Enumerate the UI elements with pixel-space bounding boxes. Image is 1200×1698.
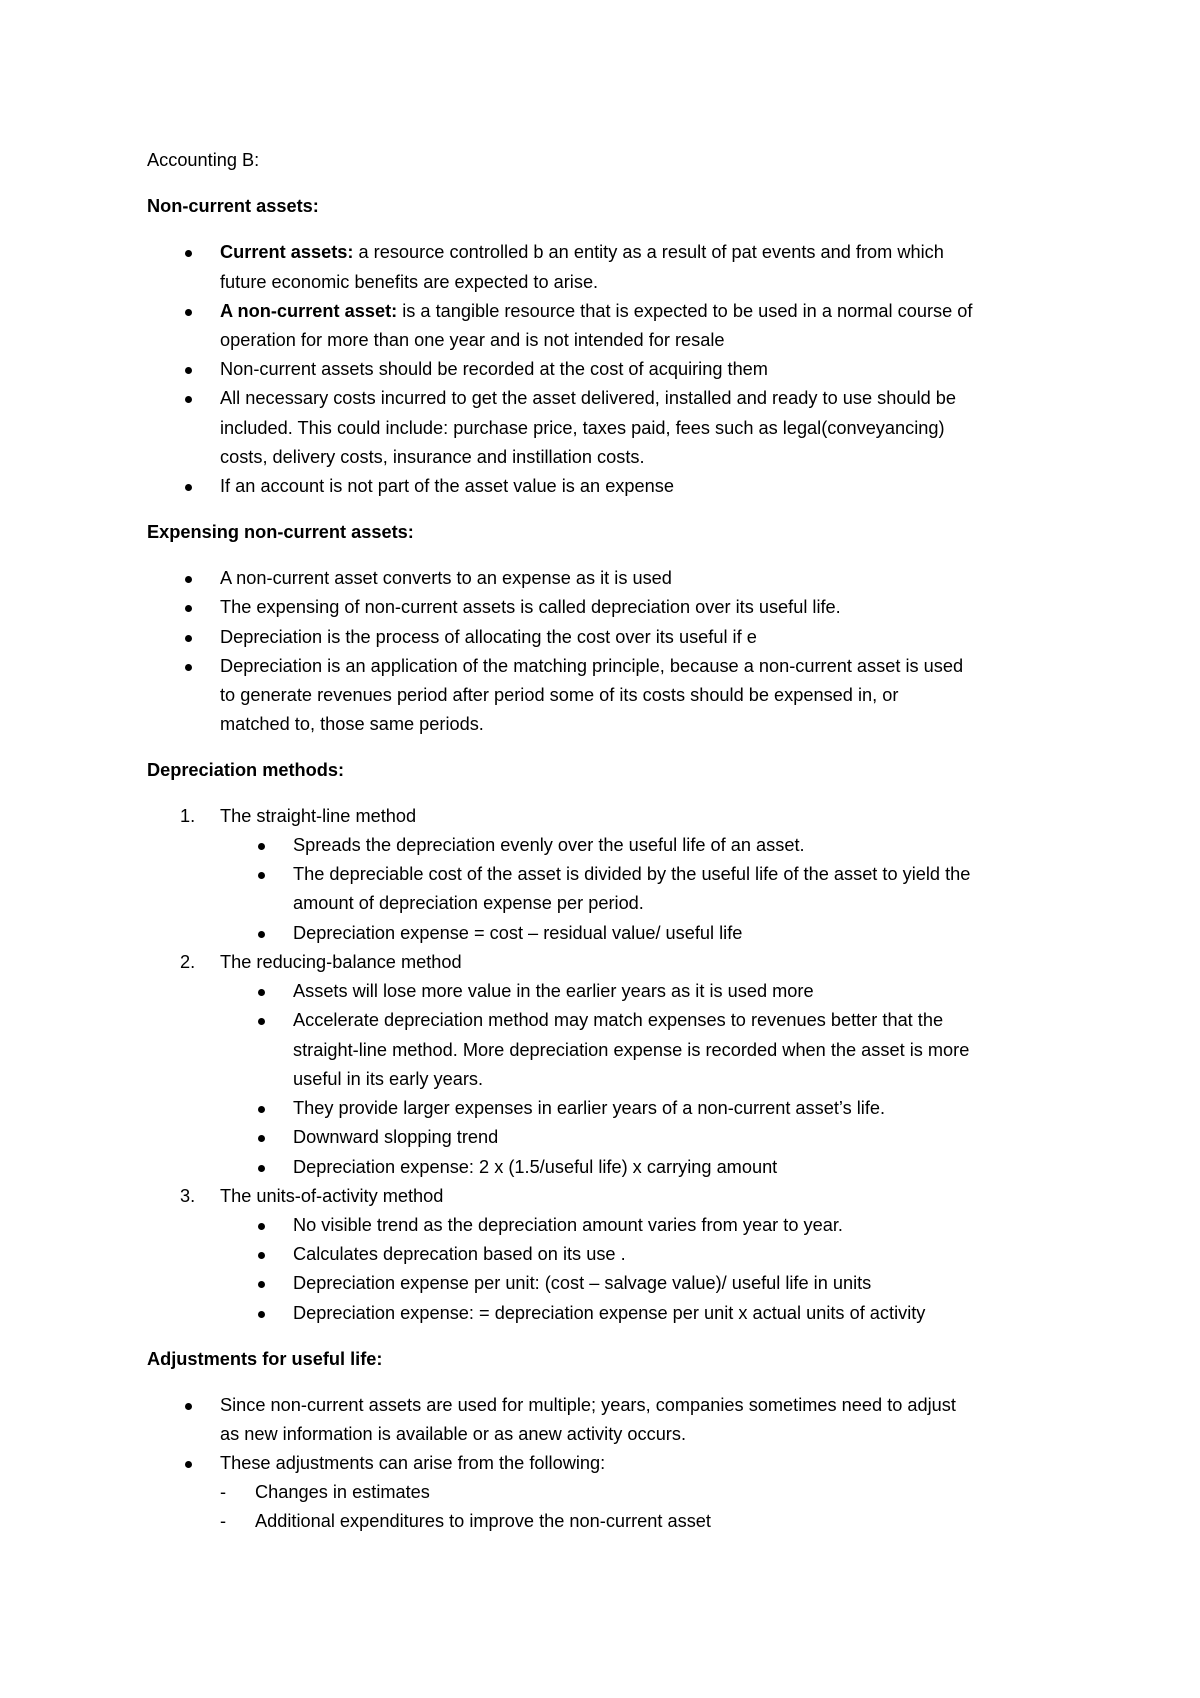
list-item: Depreciation expense per unit: (cost – salvage value)/ useful life in units: [293, 1273, 872, 1293]
list-item-continuation: costs, delivery costs, insurance and instillation costs.: [220, 447, 645, 467]
bullet-icon: [185, 576, 192, 583]
list-item: Depreciation expense = cost – residual value/ useful life: [293, 923, 743, 943]
list-item: A non-current asset converts to an expense as it is used: [220, 568, 672, 588]
method-number: 2.: [180, 952, 196, 972]
list-item: They provide larger expenses in earlier years of a non-current asset’s life.: [293, 1098, 886, 1118]
bullet-icon: [258, 1281, 265, 1288]
list-item-continuation: straight-line method. More depreciation expense is recorded when the asset is more: [293, 1040, 970, 1060]
list-item: Accelerate depreciation method may match expenses to revenues better that the: [293, 1010, 944, 1030]
bullet-icon: [185, 664, 192, 671]
dash-icon: -: [220, 1511, 227, 1531]
method-number: 1.: [180, 806, 196, 826]
list-item: Depreciation is the process of allocating the cost over its useful if e: [220, 627, 757, 647]
bullet-icon: [258, 989, 265, 996]
bullet-icon: [258, 931, 265, 938]
bullet-icon: [258, 1165, 265, 1172]
list-item: Calculates deprecation based on its use .: [293, 1244, 626, 1264]
list-item: Since non-current assets are used for multiple; years, companies sometimes need to adjust: [220, 1395, 956, 1415]
list-item: Downward slopping trend: [293, 1127, 499, 1147]
section-heading-non-current-assets: Non-current assets:: [147, 196, 319, 216]
list-item: A non-current asset: is a tangible resource that is expected to be used in a normal course of: [220, 301, 973, 321]
bullet-icon: [258, 1135, 265, 1142]
bullet-icon: [185, 309, 192, 316]
bullet-icon: [258, 1018, 265, 1025]
method-title: The reducing-balance method: [220, 952, 462, 972]
bullet-icon: [185, 1403, 192, 1410]
list-item-continuation: included. This could include: purchase price, taxes paid, fees such as legal(conveyancing): [220, 418, 945, 438]
list-item: Depreciation is an application of the matching principle, because a non-current asset is used: [220, 656, 964, 676]
bullet-icon: [258, 1223, 265, 1230]
list-item: No visible trend as the depreciation amount varies from year to year.: [293, 1215, 843, 1235]
list-item-continuation: operation for more than one year and is not intended for resale: [220, 330, 725, 350]
bullet-icon: [258, 872, 265, 879]
method-title: The straight-line method: [220, 806, 417, 826]
dash-icon: -: [220, 1482, 227, 1502]
section-heading-adjustments: Adjustments for useful life:: [147, 1349, 383, 1369]
bullet-icon: [258, 1252, 265, 1259]
list-item-continuation: future economic benefits are expected to arise.: [220, 272, 599, 292]
list-item-continuation: matched to, those same periods.: [220, 714, 484, 734]
bullet-icon: [258, 843, 265, 850]
list-item: Spreads the depreciation evenly over the useful life of an asset.: [293, 835, 805, 855]
list-item: Depreciation expense: 2 x (1.5/useful life) x carrying amount: [293, 1157, 778, 1177]
bullet-icon: [258, 1106, 265, 1113]
bullet-icon: [185, 605, 192, 612]
list-item: If an account is not part of the asset value is an expense: [220, 476, 674, 496]
document-title: Accounting B:: [147, 150, 260, 170]
list-item-continuation: amount of depreciation expense per period.: [293, 893, 644, 913]
list-item: These adjustments can arise from the following:: [220, 1453, 606, 1473]
list-item: The depreciable cost of the asset is divided by the useful life of the asset to yield the: [293, 864, 971, 884]
list-item-continuation: as new information is available or as anew activity occurs.: [220, 1424, 687, 1444]
bullet-icon: [185, 1461, 192, 1468]
list-item: Current assets: a resource controlled b an entity as a result of pat events and from which: [220, 242, 944, 262]
sub-list-item: Additional expenditures to improve the non-current asset: [255, 1511, 711, 1531]
bullet-icon: [185, 250, 192, 257]
list-item: The expensing of non-current assets is called depreciation over its useful life.: [220, 597, 841, 617]
bullet-icon: [258, 1311, 265, 1318]
section-heading-expensing: Expensing non-current assets:: [147, 522, 414, 542]
bullet-icon: [185, 635, 192, 642]
method-number: 3.: [180, 1186, 196, 1206]
list-item: Non-current assets should be recorded at the cost of acquiring them: [220, 359, 768, 379]
bullet-icon: [185, 367, 192, 374]
list-item: Assets will lose more value in the earlier years as it is used more: [293, 981, 814, 1001]
section-heading-depreciation-methods: Depreciation methods:: [147, 760, 345, 780]
sub-list-item: Changes in estimates: [255, 1482, 430, 1502]
bullet-icon: [185, 484, 192, 491]
method-title: The units-of-activity method: [220, 1186, 444, 1206]
bullet-icon: [185, 396, 192, 403]
list-item-continuation: to generate revenues period after period some of its costs should be expensed in, or: [220, 685, 899, 705]
list-item-continuation: useful in its early years.: [293, 1069, 484, 1089]
list-item: All necessary costs incurred to get the asset delivered, installed and ready to use should be: [220, 388, 957, 408]
list-item: Depreciation expense: = depreciation expense per unit x actual units of activity: [293, 1303, 926, 1323]
